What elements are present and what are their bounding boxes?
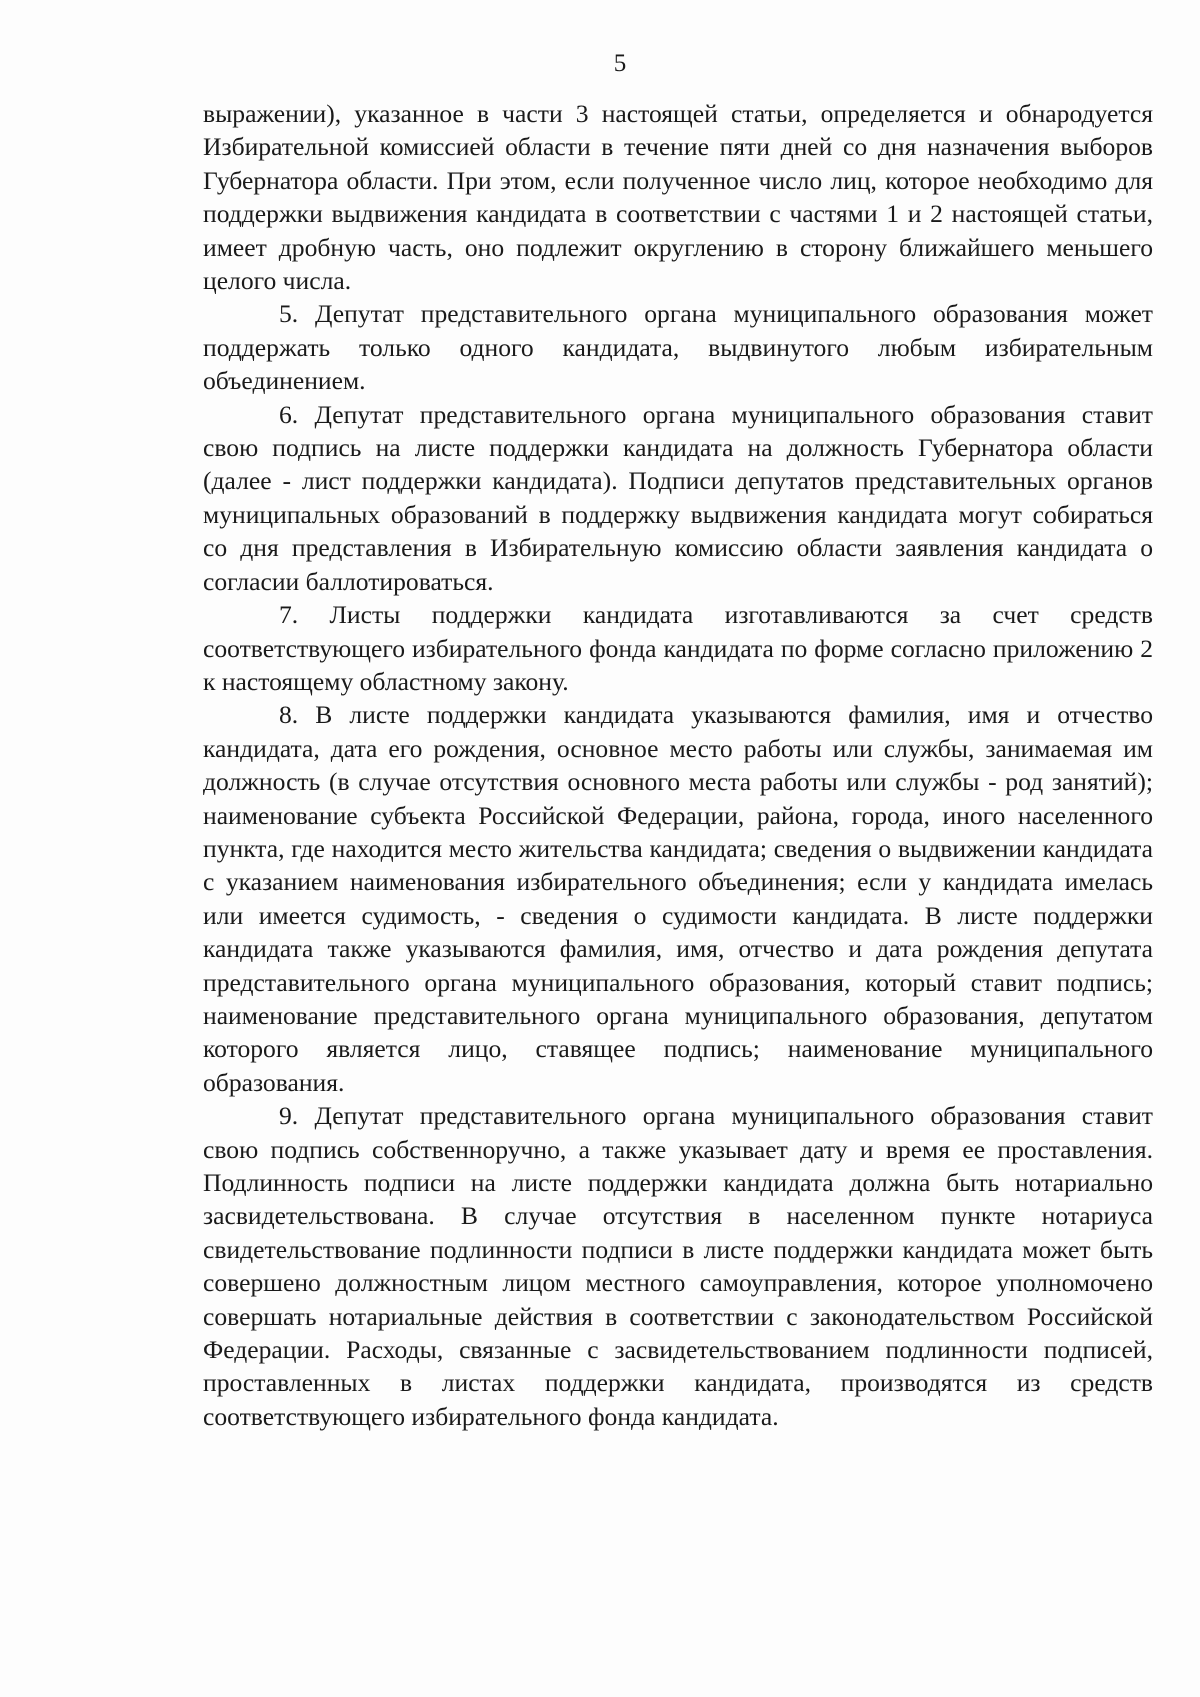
page-number: 5 <box>613 50 627 77</box>
paragraph-item-9: 9. Депутат представительного органа муниципального образования ставит свою подпись собственноручно, а также указывает дату и время ее проставления. Подлинность подписи на листе поддержки кандидата должна быть нотариально засвидетельствована. В случае отсутствия в населенном пункте нотариуса свидетельствование подлинности подписи в листе поддержки кандидата может быть совершено должностным лицом местного самоуправления, которое уполномочено совершать нотариальные действия в соответствии с законодательством Российской Федерации. Расходы, связанные с засвидетельствованием подлинности подписей, проставленных в листах поддержки кандидата, производятся из средств соответствующего избирательного фонда кандидата. <box>203 1101 1153 1431</box>
paragraph-continuation: выражении), указанное в части 3 настоящей статьи, определяется и обнародуется Избирательной комиссией области в течение пяти дней со дня назначения выборов Губернатора области. При этом, если полученное число лиц, которое необходимо для поддержки выдвижения кандидата в соответствии с частями 1 и 2 настоящей статьи, имеет дробную часть, оно подлежит округлению в сторону ближайшего меньшего целого числа. <box>203 99 1153 296</box>
paragraph-item-6: 6. Депутат представительного органа муниципального образования ставит свою подпись на листе поддержки кандидата на должность Губернатора области (далее - лист поддержки кандидата). Подписи депутатов представительных органов муниципальных образований в поддержку выдвижения кандидата могут собираться со дня представления в Избирательную комиссию области заявления кандидата о согласии баллотироваться. <box>203 399 1153 596</box>
paragraph-item-7: 7. Листы поддержки кандидата изготавливаются за счет средств соответствующего избирательного фонда кандидата по форме согласно приложению 2 к настоящему областному закону. <box>203 600 1153 696</box>
paragraph-item-8: 8. В листе поддержки кандидата указываются фамилия, имя и отчество кандидата, дата его рождения, основное место работы или службы, занимаемая им должность (в случае отсутствия основного места работы или службы - род занятий); наименование субъекта Российской Федерации, района, города, иного населенного пункта, где находится место жительства кандидата; сведения о выдвижении кандидата с указанием наименования избирательного объединения; если у кандидата имелась или имеется судимость, - сведения о судимости кандидата. В листе поддержки кандидата также указываются фамилия, имя, отчество и дата рождения депутата представительного органа муниципального образования, который ставит подпись; наименование представительного органа муниципального образования, депутатом которого является лицо, ставящее подпись; наименование муниципального образования. <box>203 700 1153 1097</box>
paragraph-item-5: 5. Депутат представительного органа муниципального образования может поддержать только одного кандидата, выдвинутого любым избирательным объединением. <box>203 299 1153 396</box>
document-body <box>203 97 1153 1433</box>
